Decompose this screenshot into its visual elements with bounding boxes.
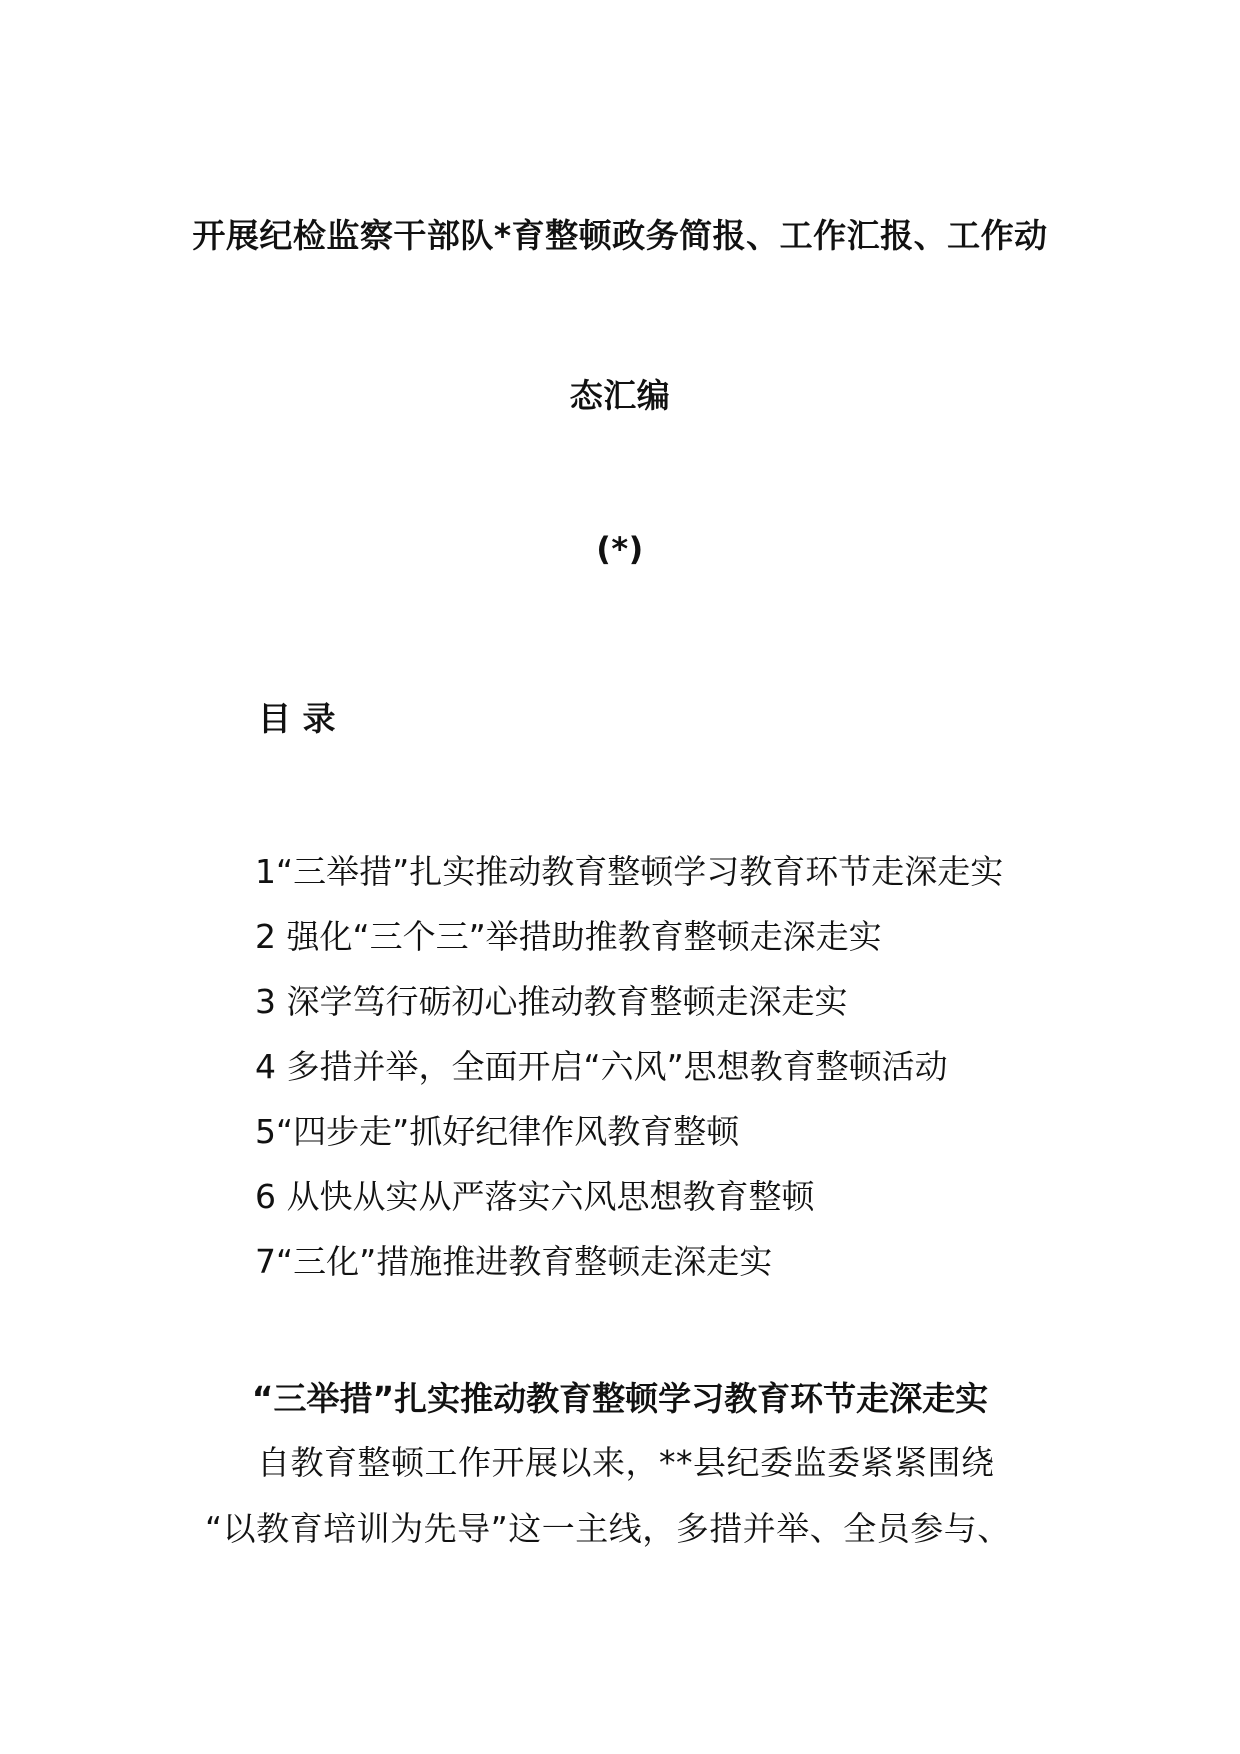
table-of-contents xyxy=(255,852,1135,1307)
body-paragraph-line-1: 自教育整顿工作开展以来，**县纪委监委紧紧围绕 xyxy=(257,1443,995,1482)
toc-item-2: 2 强化“三个三”举措助推教育整顿走深走实 xyxy=(255,917,882,956)
toc-item-4: 4 多措并举，全面开启“六风”思想教育整顿活动 xyxy=(255,1047,948,1086)
body-paragraph-line-2: “以教育培训为先导”这一主线，多措并举、全员参与、 xyxy=(205,1509,1011,1548)
toc-item-3: 3 深学笃行砺初心推动教育整顿走深走实 xyxy=(255,982,848,1021)
toc-heading: 目 录 xyxy=(258,699,336,738)
document-title-line-1: 开展纪检监察干部队*育整顿政务简报、工作汇报、工作动 xyxy=(192,216,1048,255)
toc-item-1: 1“三举措”扎实推动教育整顿学习教育环节走深走实 xyxy=(255,852,1004,891)
toc-item-7: 7“三化”措施推进教育整顿走深走实 xyxy=(255,1242,773,1281)
toc-item-6: 6 从快从实从严落实六风思想教育整顿 xyxy=(255,1177,815,1216)
document-subtitle: (*) xyxy=(596,530,644,568)
section-heading: “三举措”扎实推动教育整顿学习教育环节走深走实 xyxy=(251,1379,989,1418)
document-title-line-2: 态汇编 xyxy=(569,376,671,415)
toc-item-5: 5“四步走”抓好纪律作风教育整顿 xyxy=(255,1112,740,1151)
